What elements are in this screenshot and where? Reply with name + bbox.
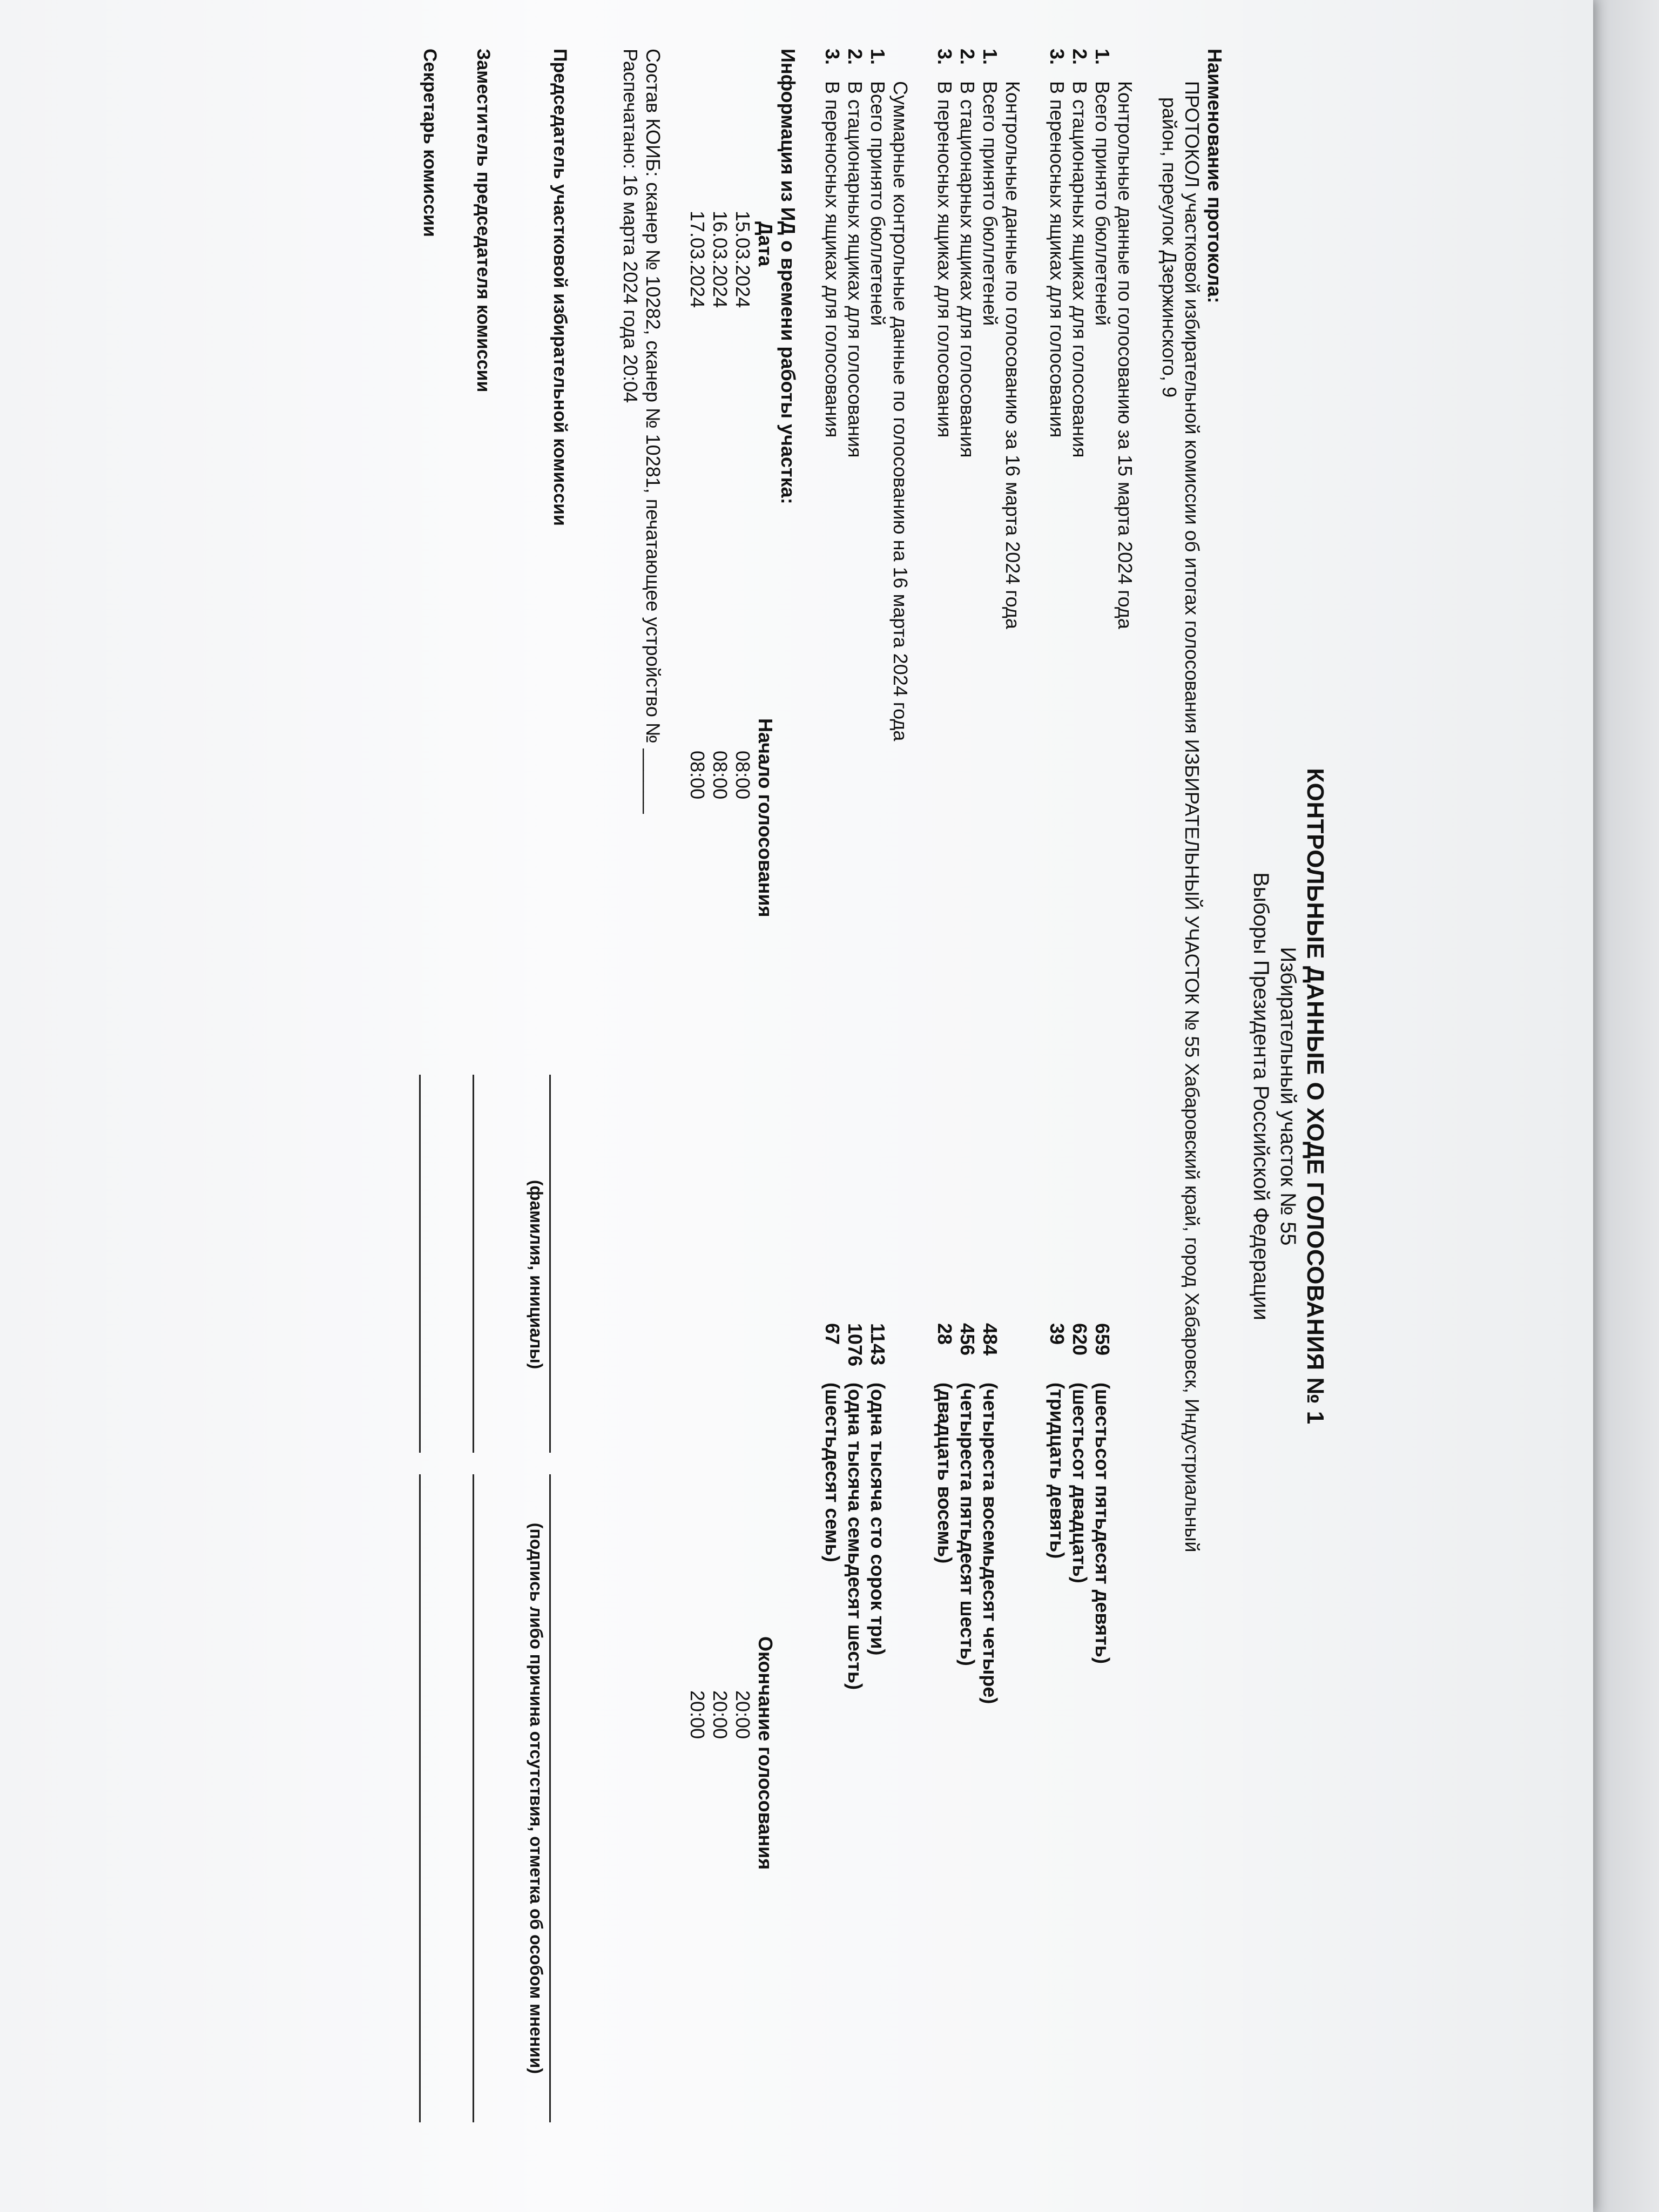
schedule-cell-start: 08:00 bbox=[732, 751, 754, 800]
signature-line-sign bbox=[549, 1474, 552, 2122]
row-label: В стационарных ящиках для голосования bbox=[1069, 81, 1091, 458]
schedule-cell-start: 08:00 bbox=[709, 751, 731, 800]
schedule-cell-date: 15.03.2024 bbox=[732, 211, 754, 308]
row-value: 484 bbox=[979, 1323, 1001, 1356]
section-title: Контрольные данные по голосованию за 16 марта 2024 года bbox=[1002, 81, 1024, 629]
row-label: Всего принято бюллетеней bbox=[867, 81, 889, 326]
schedule-header-date: Дата bbox=[754, 221, 777, 267]
row-words: (шестьсот двадцать) bbox=[1069, 1382, 1091, 1583]
row-label: Всего принято бюллетеней bbox=[979, 81, 1001, 326]
document-title: КОНТРОЛЬНЫЕ ДАННЫЕ О ХОДЕ ГОЛОСОВАНИЯ № 1 bbox=[1302, 768, 1328, 1425]
row-value: 67 bbox=[821, 1323, 844, 1345]
row-label: В переносных ящиках для голосования bbox=[1046, 81, 1068, 438]
signature-captions bbox=[526, 49, 546, 2144]
row-words: (четыреста пятьдесят шесть) bbox=[956, 1382, 979, 1666]
schedule-cell-date: 16.03.2024 bbox=[709, 211, 731, 308]
schedule-title: Информация из ИД о времени работы участка: bbox=[777, 49, 799, 504]
schedule-header-end: Окончание голосования bbox=[754, 1636, 777, 1870]
document bbox=[22, 49, 1328, 2144]
schedule-cell-start: 08:00 bbox=[686, 751, 709, 800]
schedule-cell-end: 20:00 bbox=[709, 1690, 731, 1739]
row-number: 2. bbox=[844, 49, 866, 65]
table-row bbox=[821, 49, 844, 2144]
signature-row-chairman bbox=[549, 49, 570, 2144]
row-value: 1076 bbox=[844, 1323, 866, 1367]
table-row bbox=[1046, 49, 1068, 2144]
signature-row-deputy bbox=[473, 49, 494, 2144]
section-title: Контрольные данные по голосованию за 15 марта 2024 года bbox=[1114, 81, 1136, 629]
table-row bbox=[979, 49, 1001, 2144]
table-row bbox=[933, 49, 956, 2144]
row-number: 3. bbox=[1046, 49, 1068, 65]
schedule-table bbox=[686, 49, 777, 2144]
section-15-march bbox=[1046, 49, 1136, 2144]
row-label: В переносных ящиках для голосования bbox=[821, 81, 844, 438]
row-value: 456 bbox=[956, 1323, 979, 1356]
schedule-section bbox=[686, 49, 799, 2144]
caption-sign: (подпись либо причина отсутствия, отметка об особом мнении) bbox=[527, 1522, 546, 2074]
row-number: 3. bbox=[821, 49, 844, 65]
table-row bbox=[1068, 49, 1091, 2144]
row-words: (тридцать девять) bbox=[1046, 1382, 1068, 1559]
row-value: 39 bbox=[1046, 1323, 1068, 1345]
row-number: 1. bbox=[1091, 49, 1114, 65]
caption-name: (фамилия, инициалы) bbox=[527, 1179, 546, 1370]
printed-date: Распечатано: 16 марта 2024 года 20:04 bbox=[619, 49, 642, 403]
row-label: В стационарных ящиках для голосования bbox=[844, 81, 866, 458]
row-number: 3. bbox=[934, 49, 956, 65]
row-words: (шестьсот пятьдесят девять) bbox=[1091, 1382, 1114, 1664]
koib-composition: Состав КОИБ: сканер № 10282, сканер № 10281, печатающее устройство № ______ bbox=[642, 49, 664, 814]
signature-line-sign bbox=[473, 1474, 475, 2122]
row-words: (четыреста восемьдесят четыре) bbox=[979, 1382, 1001, 1704]
protocol-line-2: район, переулок Дзержинского, 9 bbox=[1158, 97, 1181, 397]
schedule-header-start: Начало голосования bbox=[754, 718, 777, 918]
row-words: (шестьдесят семь) bbox=[821, 1382, 844, 1562]
signature-line-name bbox=[473, 1075, 475, 1453]
row-value: 28 bbox=[934, 1323, 956, 1345]
row-number: 1. bbox=[867, 49, 889, 65]
row-words: (одна тысяча сто сорок три) bbox=[867, 1382, 889, 1656]
table-row bbox=[844, 49, 866, 2144]
district-name: Избирательный участок № 55 bbox=[1276, 947, 1300, 1246]
signature-role: Заместитель председателя комиссии bbox=[473, 49, 494, 393]
row-number: 2. bbox=[1069, 49, 1091, 65]
signature-role: Секретарь комиссии bbox=[420, 49, 440, 237]
row-value: 659 bbox=[1091, 1323, 1114, 1356]
row-label: В стационарных ящиках для голосования bbox=[956, 81, 979, 458]
row-value: 1143 bbox=[867, 1323, 889, 1366]
signature-line-name bbox=[419, 1075, 422, 1453]
signature-role: Председатель участковой избирательной комиссии bbox=[550, 49, 570, 526]
table-row bbox=[866, 49, 889, 2144]
section-16-march bbox=[933, 49, 1024, 2144]
election-name: Выборы Президента Российской Федерации bbox=[1249, 872, 1273, 1320]
section-title: Суммарные контрольные данные по голосованию на 16 марта 2024 года bbox=[889, 81, 912, 741]
footer-info bbox=[619, 49, 664, 2144]
row-value: 620 bbox=[1069, 1323, 1091, 1356]
protocol-line-1: ПРОТОКОЛ участковой избирательной комиссии об итогах голосования ИЗБИРАТЕЛЬНЫЙ УЧАСТОК № 55 Хабаровский край, город Хабаровск, Индустриальный bbox=[1181, 81, 1203, 1553]
signature-line-sign bbox=[419, 1474, 422, 2122]
table-row bbox=[956, 49, 979, 2144]
table-row bbox=[1091, 49, 1114, 2144]
signature-row-secretary bbox=[419, 49, 440, 2144]
row-number: 1. bbox=[979, 49, 1001, 65]
row-words: (одна тысяча семьдесят шесть) bbox=[844, 1382, 866, 1690]
row-number: 2. bbox=[956, 49, 979, 65]
protocol-label: Наименование протокола: bbox=[1204, 49, 1226, 304]
row-label: В переносных ящиках для голосования bbox=[934, 81, 956, 438]
schedule-cell-end: 20:00 bbox=[686, 1690, 709, 1739]
row-words: (двадцать восемь) bbox=[934, 1382, 956, 1564]
schedule-cell-date: 17.03.2024 bbox=[686, 211, 709, 308]
schedule-cell-end: 20:00 bbox=[732, 1690, 754, 1739]
row-label: Всего принято бюллетеней bbox=[1091, 81, 1114, 326]
signature-line-name bbox=[549, 1075, 552, 1453]
section-summary bbox=[821, 49, 912, 2144]
